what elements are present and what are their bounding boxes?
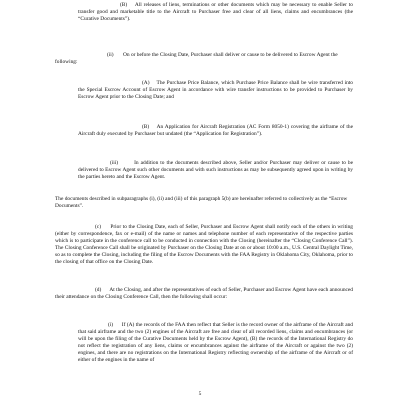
paragraph-d-i-faa-records: (i) If (A) the records of the FAA then reflect that Seller is the record owner of the airframe of the Aircraft and that said airframe and the two (2) engines of the Aircraft are free and clear of all recorded liens, claims and encumbrances (or will be upon the filing of the Curative Documents held by the Escrow Agent), (B) the records of the International Registry do not reflect the registration of any liens, claims or encumbrances against the airframe of the Aircraft or against the two (2) engines, and there are no registrations on the International Registry reflecting ownership of the airframe of the Aircraft or of either of the engines in the name of [78,322,353,363]
paragraph-b1-all-releases: (B) All releases of liens, terminations or other documents which may be necessary to enable Seller to transfer good and marketable title to the Aircraft to Purchaser free and clear of all liens, claims and encumbrances (the “Curative Documents”). [78,2,353,22]
paragraph-ii-a-purchase-price-balance: (A) The Purchase Price Balance, which Purchase Price Balance shall be wire transferred into the Special Escrow Account of Escrow Agent in accordance with wire transfer instructions to be provided to Purchaser by Escrow Agent prior to the Closing Date; and [78,80,353,100]
paragraph-c-closing-conference-call: (c) Prior to the Closing Date, each of Seller, Purchaser and Escrow Agent shall notify each of the others in writing (either by correspondence, fax or e-mail) of the name or names and telephone number of each representative of the respective parties which is to participate in the conference call to be conducted in connection with the Closing (hereinafter the “Closing Conference Call”). The Closing Conference Call shall be originated by Purchaser on the Closing Date at on or about 10:00 a.m., U.S. Central Daylight Time, so as to complete the Closing, including the filing of the Escrow Documents with the FAA Registry in Oklahoma City, Oklahoma, prior to the closing of that office on the Closing Date. [55,224,353,265]
paragraph-escrow-documents-definition: The documents described in subparagraphs (i), (ii) and (iii) of this paragraph 5(b) are hereinafter referred to collectively as the “Escrow Documents”. [55,196,348,209]
paragraph-iii-other-documents: (iii) In addition to the documents described above, Seller and/or Purchaser may deliver or cause to be delivered to Escrow Agent such other documents and with such instructions as may be subsequently agreed upon in writing by the parties hereto and the Escrow Agent. [78,160,353,180]
page-number: 5 [198,391,202,397]
paragraph-ii-b-application-for-registration: (B) An Application for Aircraft Registration (AC Form 8050-1) covering the airframe of the Aircraft duly executed by Purchaser but undated (the “Application for Registration”). [78,124,353,137]
paragraph-d-at-closing: (d) At the Closing, and after the representatives of each of Seller, Purchaser and Escrow Agent have each announced their attendance on the Closing Conference Call, then the following shall occur: [55,287,353,300]
paragraph-ii-purchaser-deliveries: (ii) On or before the Closing Date, Purchaser shall deliver or cause to be delivered to Escrow Agent the following: [55,52,338,65]
